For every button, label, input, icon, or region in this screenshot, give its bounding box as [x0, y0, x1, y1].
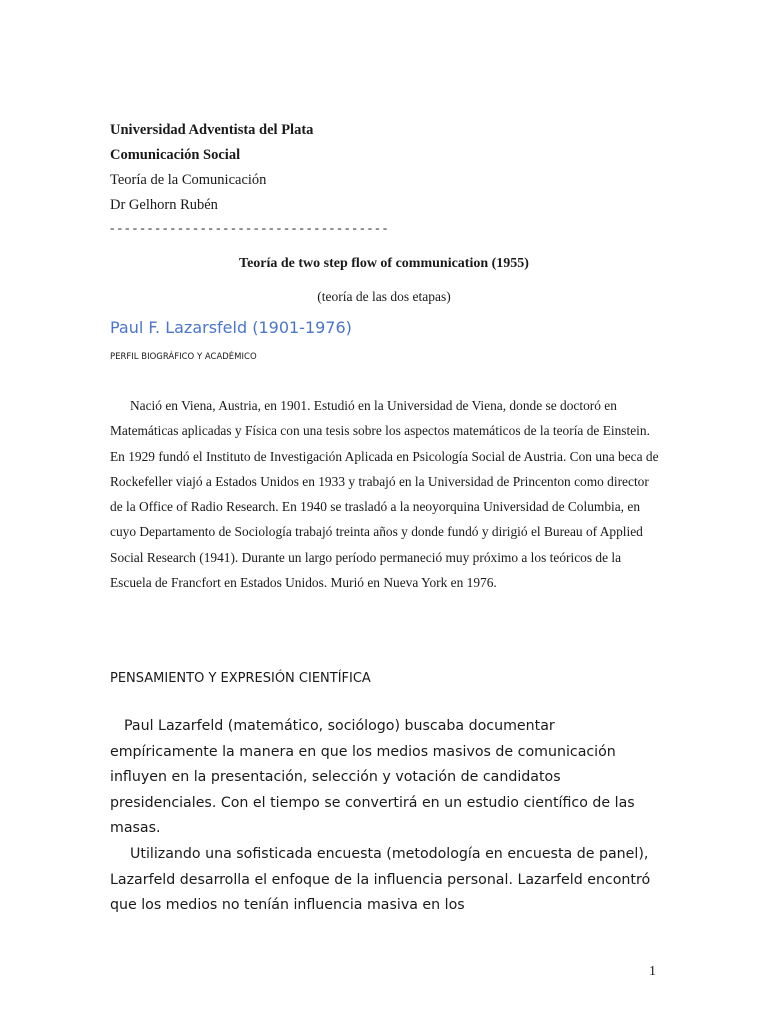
biography-paragraph: Nació en Viena, Austria, en 1901. Estudió en la Universidad de Viena, donde se doctoró en Matemáticas aplicadas y Física con una tesis sobre los aspectos matemáticos de la teoría de Einstein. En 1929 fundó el Instituto de Investigación Aplicada en Psicología Social de Austria. Con una beca de Rockefeller viajó a Estados Unidos en 1933 y trabajó en la Universidad de Princenton como director de la Office of Radio Research. En 1940 se trasladó a la neoyorquina Universidad de Columbia, en cuyo Departamento de Sociología trabajó treinta años y donde fundó y dirigió el Bureau of Applied Social Research (1941). Durante un largo período permaneció muy próximo a los teóricos de la Escuela de Francfort en Estados Unidos. Murió en Nueva York en 1976. — [110, 398, 659, 591]
section-paragraph-1: Paul Lazarfeld (matemático, sociólogo) buscaba documentar empíricamente la manera en que los medios masivos de comunicación influyen en la presentación, selección y votación de candidatos presidenciales. Con el tiempo se convertirá en un estudio científico de las masas. — [110, 718, 635, 837]
dashed-divider: - - - - - - - - - - - - - - - - - - - - - - - - - - - - - - - - - - - - - — [110, 220, 388, 235]
section-title: PENSAMIENTO Y EXPRESIÓN CIENTÍFICA — [110, 671, 371, 686]
biography-section — [110, 393, 660, 595]
profile-label: PERFIL BIOGRÁFICO Y ACADÉMICO — [110, 352, 257, 362]
course-name: Teoría de la Comunicación — [110, 172, 267, 188]
page-number: 1 — [649, 964, 656, 979]
professor-name: Dr Gelhorn Rubén — [110, 197, 218, 213]
document-title: Teoría de two step flow of communication (1955) — [239, 256, 529, 271]
institution-name: Universidad Adventista del Plata — [110, 122, 314, 138]
author-heading: Paul F. Lazarsfeld (1901-1976) — [110, 318, 352, 337]
section-paragraph-2: Utilizando una sofisticada encuesta (metodología en encuesta de panel), Lazarfeld desarrolla el enfoque de la influencia personal. Lazarfeld encontró que los medios no teníán influencia masiva en los — [110, 845, 651, 914]
department-name: Comunicación Social — [110, 147, 241, 163]
document-subtitle: (teoría de las dos etapas) — [317, 289, 451, 304]
section-body — [110, 714, 660, 919]
